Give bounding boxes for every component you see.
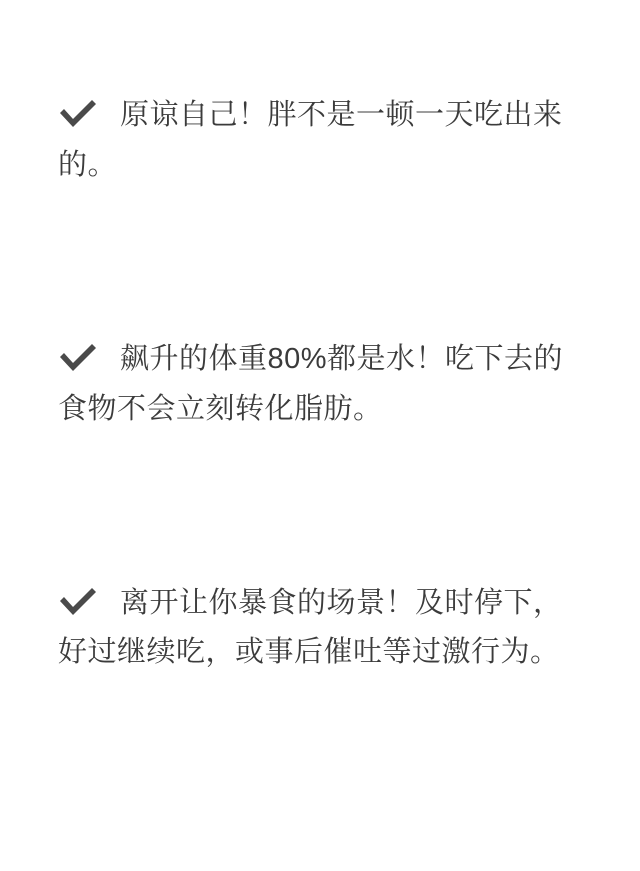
tip-item-3	[58, 550, 582, 708]
check-mark-icon	[58, 342, 98, 372]
tip-item-2	[58, 306, 582, 464]
tip-item-1	[58, 62, 582, 220]
tip-text: 原谅自己！胖不是一顿一天吃出来的。	[58, 99, 563, 181]
check-mark-icon	[58, 586, 98, 616]
tip-line	[58, 579, 582, 679]
tip-text: 离开让你暴食的场景！及时停下，好过继续吃，或事后催吐等过激行为。	[58, 586, 563, 669]
check-mark-icon	[58, 98, 98, 128]
tip-line	[58, 91, 582, 191]
tip-text: 飙升的体重80%都是水！吃下去的食物不会立刻转化脂肪。	[58, 342, 564, 425]
tip-line	[58, 335, 582, 435]
